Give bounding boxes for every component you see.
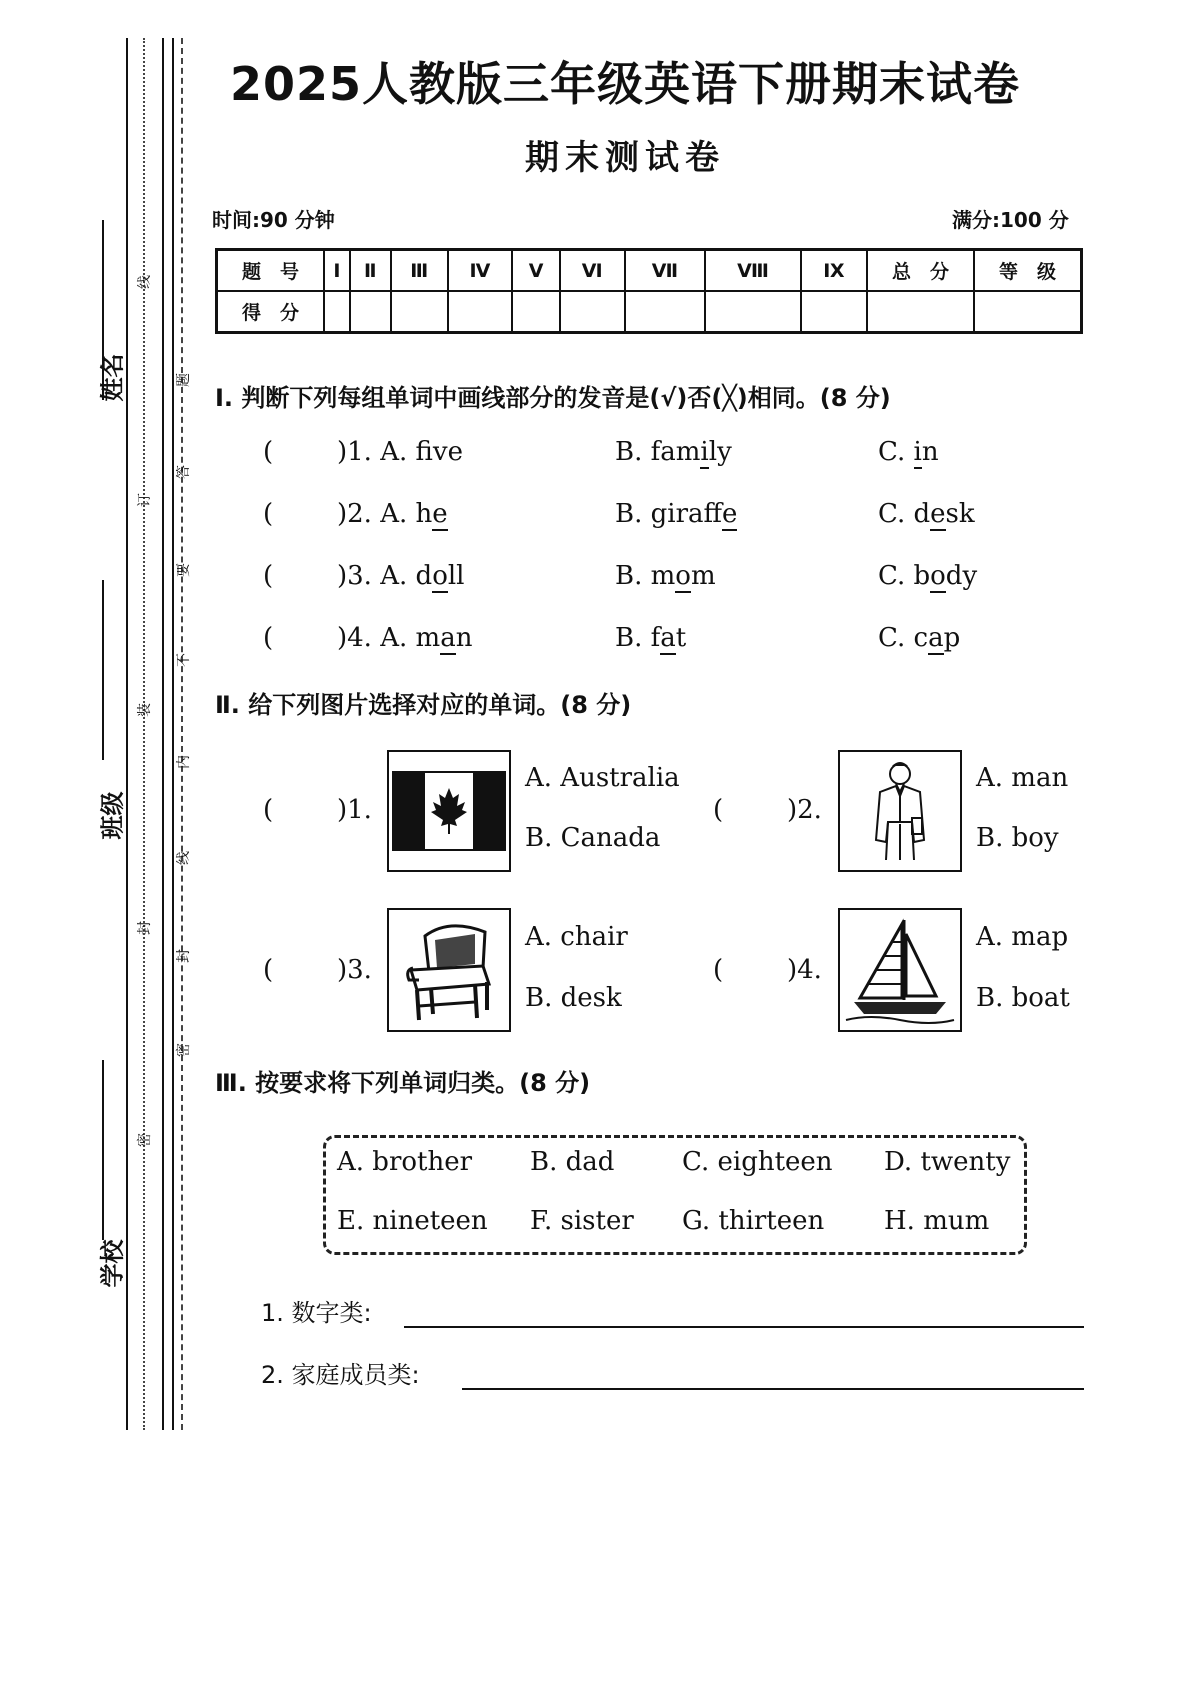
score-cell-header: Ⅱ [350,250,391,292]
chair-icon [389,910,509,1030]
answer-paren[interactable]: ( [263,623,274,653]
option-b: B. giraffe [615,499,738,529]
inner-char-3: 装 [137,703,153,717]
page-subtitle: 期末测试卷 [525,138,725,178]
answer-paren[interactable]: ( [263,437,274,467]
option-a: A. Australia [525,763,680,793]
binding-solid-line-2 [162,38,164,1430]
score-table-score-row [217,291,1082,333]
outer-char-5: 内 [176,755,192,769]
page-title: 2025人教版三年级英语下册期末试卷 [229,57,1021,111]
school-blank[interactable] [102,1060,104,1240]
option-a: )4. A. man [337,623,473,653]
score-input-cell[interactable] [350,291,391,333]
option-a: A. chair [525,922,628,952]
canada-flag-icon [389,752,509,870]
answer-paren[interactable]: ( [713,795,724,825]
inner-char-4: 封 [137,921,153,935]
sailboat-picture [838,908,962,1032]
word-bank-item: A. brother [337,1147,473,1177]
binding-solid-line-1 [126,38,128,1430]
name-label: 姓名 [98,353,127,402]
inner-char-2: 订 [137,493,153,507]
question-number: )3. [337,955,372,985]
score-row-label: 得 分 [217,291,325,333]
outer-char-2: 答 [176,465,192,479]
score-table-header-row [217,250,1082,292]
option-c: C. body [878,561,978,591]
option-c: C. cap [878,623,961,653]
score-input-cell[interactable] [625,291,705,333]
total-score-cell[interactable] [867,291,974,333]
outer-char-3: 要 [176,563,192,577]
class-label: 班级 [98,791,127,840]
option-a: )2. A. he [337,499,448,529]
question-number: )4. [787,955,822,985]
outer-char-1: 题 [176,373,192,387]
answer-paren[interactable]: ( [713,955,724,985]
class-blank[interactable] [102,580,104,760]
option-c: C. desk [878,499,975,529]
score-cell-label: 题 号 [217,250,325,292]
category-family-answer-line[interactable] [462,1388,1084,1390]
word-bank-item: B. dad [530,1147,615,1177]
score-input-cell[interactable] [324,291,350,333]
option-b: B. desk [525,983,622,1013]
word-bank-item: G. thirteen [682,1206,825,1236]
school-label: 学校 [98,1239,127,1288]
score-cell-total-header: 总 分 [867,250,974,292]
word-bank-item: F. sister [530,1206,634,1236]
option-b: B. fat [615,623,687,653]
option-b: B. family [615,437,732,467]
outer-char-7: 封 [176,949,192,963]
exam-time: 时间:90 分钟 [212,208,335,232]
option-a: )1. A. fve [337,437,463,467]
section3-heading: Ⅲ. 按要求将下列单词归类。(8 分) [215,1069,591,1097]
category-family-label: 2. 家庭成员类: [261,1361,420,1389]
outer-char-4: 不 [176,653,192,667]
option-c: C. in [878,437,939,467]
category-numbers-answer-line[interactable] [404,1326,1084,1328]
man-picture [838,750,962,872]
binding-dashed-line [181,38,183,1430]
score-input-cell[interactable] [448,291,513,333]
section2-heading: Ⅱ. 给下列图片选择对应的单词。(8 分) [215,691,632,719]
score-table [215,248,1083,334]
inner-char-1: 线 [137,275,153,289]
score-cell-header: Ⅲ [391,250,448,292]
full-score: 满分:100 分 [952,208,1069,232]
option-a: )3. A. doll [337,561,465,591]
score-cell-header: Ⅶ [625,250,705,292]
score-cell-header: Ⅵ [560,250,625,292]
score-cell-header: Ⅳ [448,250,513,292]
question-number: )1. [337,795,372,825]
score-input-cell[interactable] [512,291,559,333]
score-input-cell[interactable] [391,291,448,333]
score-cell-header: Ⅰ [324,250,350,292]
sailboat-icon [840,910,960,1030]
grade-cell[interactable] [974,291,1082,333]
answer-paren[interactable]: ( [263,795,274,825]
score-input-cell[interactable] [705,291,801,333]
score-input-cell[interactable] [801,291,867,333]
man-icon [840,752,960,870]
option-b: B. boy [976,823,1059,853]
answer-paren[interactable]: ( [263,561,274,591]
option-a: A. man [976,763,1069,793]
word-bank-item: H. mum [884,1206,990,1236]
category-numbers-label: 1. 数字类: [261,1299,372,1327]
answer-paren[interactable]: ( [263,499,274,529]
option-a: A. map [976,922,1069,952]
canada-flag-picture [387,750,511,872]
outer-char-6: 线 [176,851,192,865]
score-cell-grade-header: 等 级 [974,250,1082,292]
score-cell-header: Ⅸ [801,250,867,292]
score-input-cell[interactable] [560,291,625,333]
option-b: B. Canada [525,823,661,853]
answer-paren[interactable]: ( [263,955,274,985]
outer-char-8: 密 [176,1043,192,1057]
binding-dotted-line [143,38,145,1430]
word-bank-item: C. eighteen [682,1147,833,1177]
score-cell-header: Ⅷ [705,250,801,292]
score-cell-header: Ⅴ [512,250,559,292]
word-bank-item: D. twenty [884,1147,1011,1177]
section1-heading: Ⅰ. 判断下列每组单词中画线部分的发音是(√)否(╳)相同。(8 分) [215,384,891,412]
binding-solid-line-3 [172,38,174,1430]
word-bank-item: E. nineteen [337,1206,488,1236]
option-b: B. mom [615,561,716,591]
inner-char-5: 密 [137,1133,153,1147]
chair-picture [387,908,511,1032]
question-number: )2. [787,795,822,825]
option-b: B. boat [976,983,1070,1013]
